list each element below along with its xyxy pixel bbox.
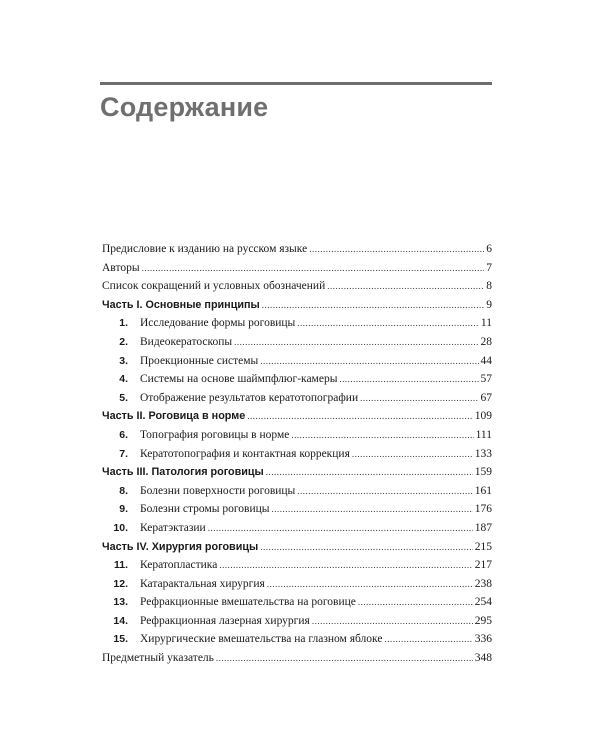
toc-page-number: 161 (474, 484, 492, 497)
toc-page-number: 217 (474, 559, 492, 572)
dot-leader (312, 612, 473, 631)
chapter-number: 15. (113, 633, 128, 646)
dot-leader (266, 463, 473, 482)
toc-page-number: 7 (486, 261, 492, 274)
toc-entry-part[interactable] (102, 463, 492, 482)
toc-entry-chapter[interactable] (102, 352, 492, 371)
dot-leader (234, 333, 478, 352)
dot-leader (262, 296, 485, 315)
toc-page-number: 44 (480, 354, 492, 367)
toc-page-number: 176 (474, 503, 492, 516)
toc-entry-label: Болезни поверхности роговицы (140, 484, 296, 497)
toc-entry-label: Кератотопография и контактная коррекция (140, 447, 350, 460)
toc-entry-label: Катарактальная хирургия (140, 577, 265, 590)
toc-page-number: 238 (474, 577, 492, 590)
dot-leader (352, 445, 473, 464)
toc-page-number: 295 (474, 614, 492, 627)
toc-entry-label: Отображение результатов кератотопографии (140, 391, 359, 404)
toc-entry-chapter[interactable] (102, 556, 492, 575)
toc-page-number: 11 (480, 317, 492, 330)
toc-entry-chapter[interactable] (102, 314, 492, 333)
toc-entry-part[interactable] (102, 296, 492, 315)
table-of-contents (102, 240, 492, 668)
toc-entry-label: Предисловие к изданию на русском языке (102, 243, 308, 255)
toc-entry-chapter[interactable] (102, 575, 492, 594)
header-rule (100, 82, 492, 85)
toc-page-number: 109 (474, 410, 492, 423)
toc-entry-plain[interactable] (102, 240, 492, 259)
toc-entry-label: Системы на основе шаймпфлюг-камеры (140, 373, 338, 386)
toc-entry-plain[interactable] (102, 259, 492, 278)
toc-page-number: 57 (480, 373, 492, 386)
toc-entry-label: Хирургические вмешательства на глазном яблоке (140, 633, 383, 646)
toc-entry-chapter[interactable] (102, 333, 492, 352)
toc-page-number: 111 (475, 428, 492, 441)
toc-entry-label: Часть IV. Хирургия роговицы (102, 540, 259, 553)
chapter-number: 3. (119, 354, 128, 367)
toc-page-number: 348 (474, 652, 492, 665)
chapter-number: 2. (119, 335, 128, 348)
dot-leader (260, 352, 478, 371)
toc-entry-label: Список сокращений и условных обозначений (102, 280, 326, 293)
toc-entry-label: Часть III. Патология роговицы (102, 466, 264, 479)
toc-entry-label: Кератопластика (140, 559, 218, 572)
dot-leader (267, 575, 473, 594)
dot-leader (358, 593, 473, 612)
dot-leader (291, 426, 473, 445)
toc-entry-label: Кератэктазии (140, 521, 206, 534)
dot-leader (384, 630, 472, 649)
toc-entry-part[interactable] (102, 407, 492, 426)
toc-page-number: 336 (474, 633, 492, 646)
dot-leader (272, 500, 473, 519)
toc-entry-chapter[interactable] (102, 370, 492, 389)
dot-leader (260, 538, 473, 557)
toc-page-number: 9 (486, 298, 492, 311)
dot-leader (142, 259, 485, 278)
toc-entry-label: Проекционные системы (140, 354, 259, 367)
chapter-number: 4. (119, 373, 128, 386)
dot-leader (309, 240, 484, 259)
page-title: Содержание (100, 92, 269, 122)
chapter-number: 1. (119, 317, 128, 330)
toc-page-number: 215 (474, 540, 492, 553)
toc-page-number: 8 (486, 280, 492, 293)
toc-page-number: 254 (474, 596, 492, 609)
toc-page-number: 28 (480, 335, 492, 348)
toc-entry-label: Видеокератоскопы (140, 335, 233, 348)
dot-leader (360, 389, 478, 408)
dot-leader (216, 649, 473, 668)
dot-leader (219, 556, 472, 575)
toc-entry-chapter[interactable] (102, 482, 492, 501)
toc-entry-chapter[interactable] (102, 612, 492, 631)
dot-leader (327, 277, 484, 296)
toc-entry-label: Авторы (102, 261, 140, 274)
toc-entry-label: Часть II. Роговица в норме (102, 410, 246, 423)
chapter-number: 13. (113, 596, 128, 609)
toc-entry-chapter[interactable] (102, 445, 492, 464)
toc-page-number: 133 (474, 447, 492, 460)
dot-leader (247, 407, 473, 426)
chapter-number: 8. (119, 484, 128, 497)
toc-entry-chapter[interactable] (102, 593, 492, 612)
toc-page-number: 67 (480, 391, 492, 404)
toc-entry-chapter[interactable] (102, 389, 492, 408)
chapter-number: 7. (119, 447, 128, 460)
dot-leader (208, 519, 473, 538)
toc-page-number: 159 (474, 466, 492, 479)
toc-entry-part[interactable] (102, 538, 492, 557)
toc-page-number: 6 (486, 243, 492, 255)
toc-entry-chapter[interactable] (102, 630, 492, 649)
toc-page-number: 187 (474, 521, 492, 534)
chapter-number: 5. (119, 391, 128, 404)
chapter-number: 11. (113, 559, 128, 572)
dot-leader (297, 482, 472, 501)
toc-entry-label: Предметный указатель (102, 652, 214, 665)
chapter-number: 14. (113, 614, 128, 627)
toc-entry-chapter[interactable] (102, 519, 492, 538)
toc-entry-chapter[interactable] (102, 426, 492, 445)
dot-leader (297, 314, 479, 333)
chapter-number: 12. (113, 577, 128, 590)
chapter-number: 10. (113, 521, 128, 534)
toc-entry-plain[interactable] (102, 649, 492, 668)
chapter-number: 6. (119, 428, 128, 441)
toc-entry-label: Рефракционная лазерная хирургия (140, 614, 310, 627)
toc-entry-label: Болезни стромы роговицы (140, 503, 270, 516)
toc-entry-label: Часть I. Основные принципы (102, 298, 260, 311)
toc-entry-label: Рефракционные вмешательства на роговице (140, 596, 356, 609)
toc-entry-label: Исследование формы роговицы (140, 317, 296, 330)
dot-leader (339, 370, 478, 389)
toc-entry-chapter[interactable] (102, 500, 492, 519)
toc-entry-plain[interactable] (102, 277, 492, 296)
toc-entry-label: Топография роговицы в норме (140, 428, 290, 441)
chapter-number: 9. (119, 503, 128, 516)
